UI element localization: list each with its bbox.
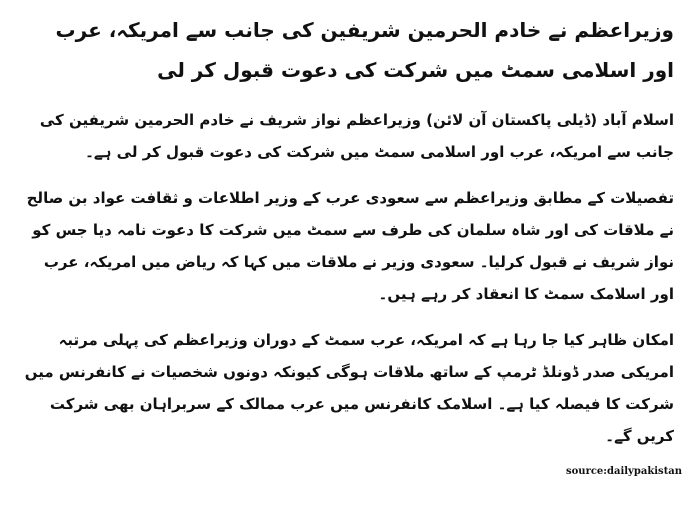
article-paragraph-2: تفصیلات کے مطابق وزیراعظم سے سعودی عرب کے وزیر اطلاعات و ثقافت عواد بن صالح نے ملاقات کی اور شاہ سلمان کی طرف سے سمٹ میں شرکت کا دعوت نامہ دیا جس کو نواز شریف نے قبول کرلیا۔ سعودی وزیر نے ملاقات میں کہا کہ ریاض میں امریکہ، عرب اور اسلامک سمٹ کا انعقاد کر رہے ہیں۔ bbox=[26, 189, 674, 303]
source-credit: source:dailypakistan bbox=[566, 466, 683, 477]
article-paragraph-3: امکان ظاہر کیا جا رہا ہے کہ امریکہ، عرب سمٹ کے دوران وزیراعظم کی پہلی مرتبہ امریکی صدر ڈونلڈ ٹرمپ کے ساتھ ملاقات ہوگی کیونکہ دونوں شخصیات نے کانفرنس میں شرکت کا فیصلہ کیا ہے۔ اسلامک کانفرنس میں عرب ممالک کے سربراہان بھی شرکت کریں گے۔ bbox=[24, 331, 674, 445]
article-headline: وزیراعظم نے خادم الحرمین شریفین کی جانب سے امریکہ، عرب اور اسلامی سمٹ میں شرکت کی دعوت قبول کر لی bbox=[55, 18, 674, 82]
article-paragraph-1: اسلام آباد (ڈیلی پاکستان آن لائن) وزیراعظم نواز شریف نے خادم الحرمین شریفین کی جانب سے امریکہ، عرب اور اسلامی سمٹ میں شرکت کی دعوت قبول کر لی ہے۔ bbox=[39, 111, 674, 161]
